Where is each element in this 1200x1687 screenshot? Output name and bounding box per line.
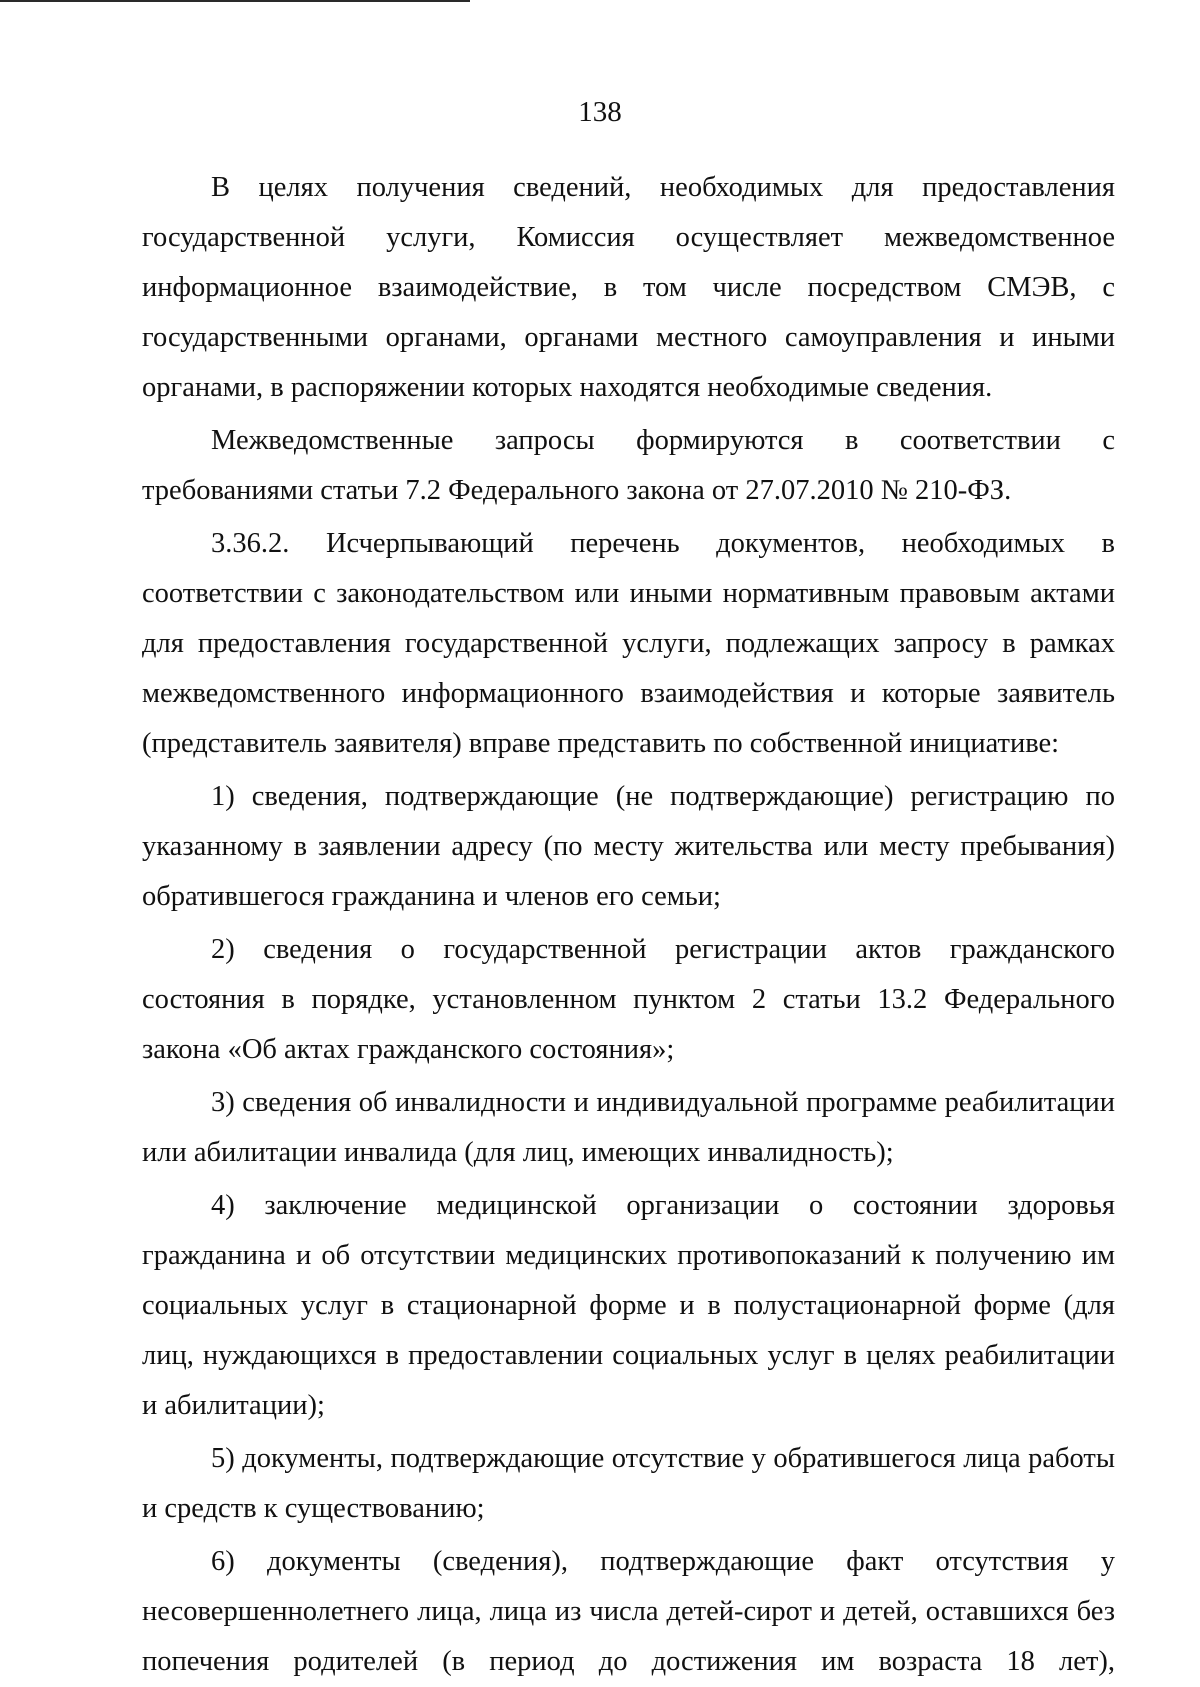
list-item-2: 2) сведения о государственной регистрации актов гражданского состояния в порядке, установленном пунктом 2 статьи 13.2 Федерального закона «Об актах гражданского состояния»;: [142, 934, 1115, 1065]
list-item-1: 1) сведения, подтверждающие (не подтверждающие) регистрацию по указанному в заявлении адресу (по месту жительства или месту пребывания) обратившегося гражданина и членов его семьи;: [142, 781, 1115, 912]
top-border-line: [0, 0, 470, 2]
paragraph-interagency-cooperation: В целях получения сведений, необходимых для предоставления государственной услуги, Комиссия осуществляет межведомственное информационное взаимодействие, в том числе посредством СМЭВ, с государственными органами, органами местного самоуправления и иными органами, в распоряжении которых находятся необходимые сведения.: [142, 172, 1115, 403]
document-body: [142, 163, 1115, 1687]
list-item-5: 5) документы, подтверждающие отсутствие у обратившегося лица работы и средств к существованию;: [142, 1443, 1115, 1524]
paragraph-3-36-2: 3.36.2. Исчерпывающий перечень документов, необходимых в соответствии с законодательством или иными нормативным правовым актами для предоставления государственной услуги, подлежащих запросу в рамках межведомственного информационного взаимодействия и которые заявитель (представитель заявителя) вправе представить по собственной инициативе:: [142, 528, 1115, 759]
list-item-4: 4) заключение медицинской организации о состоянии здоровья гражданина и об отсутствии медицинских противопоказаний к получению им социальных услуг в стационарной форме и в полустационарной форме (для лиц, нуждающихся в предоставлении социальных услуг в целях реабилитации и абилитации);: [142, 1190, 1115, 1421]
page-number: 138: [578, 96, 622, 128]
list-item-6: 6) документы (сведения), подтверждающие факт отсутствия у несовершеннолетнего лица, лица из числа детей-сирот и детей, оставшихся без попечения родителей (в период до достижения им возраста 18 лет),: [142, 1546, 1115, 1677]
paragraph-interagency-requests: Межведомственные запросы формируются в соответствии с требованиями статьи 7.2 Федерального закона от 27.07.2010 № 210-ФЗ.: [142, 425, 1115, 506]
list-item-3: 3) сведения об инвалидности и индивидуальной программе реабилитации или абилитации инвалида (для лиц, имеющих инвалидность);: [142, 1087, 1115, 1168]
